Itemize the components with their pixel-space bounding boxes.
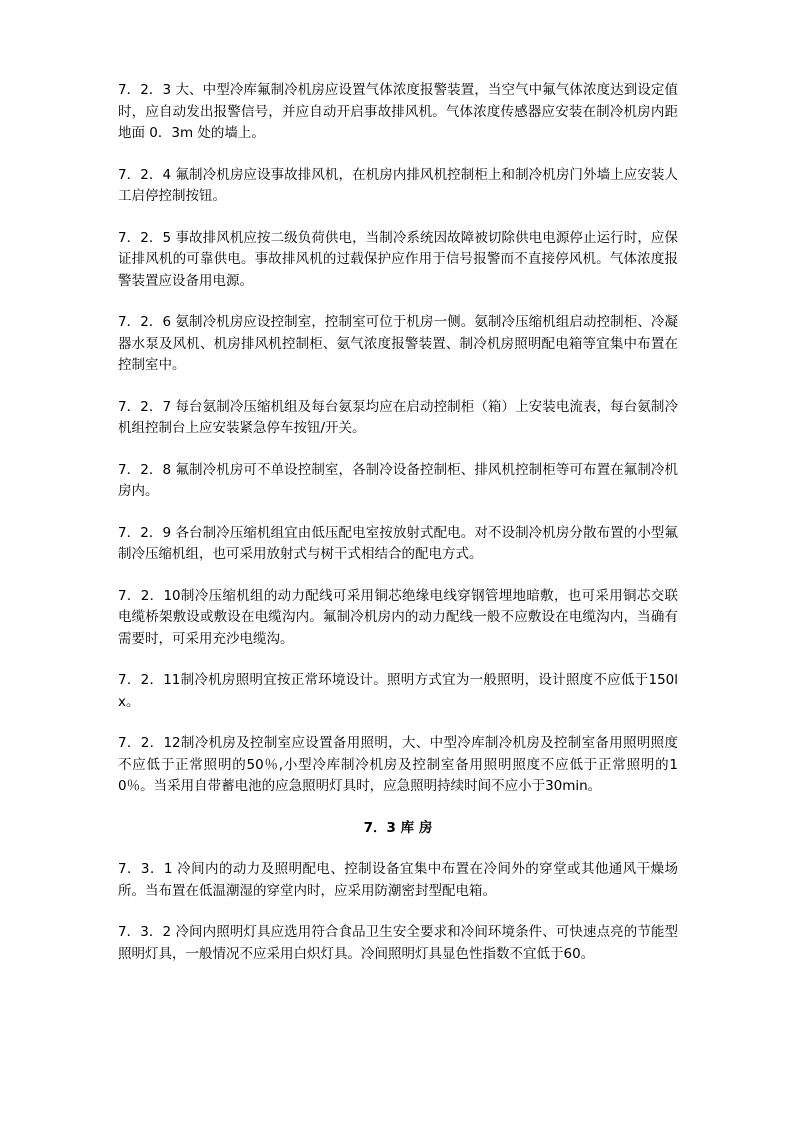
clause-7-2-10: 7．2．10制冷压缩机组的动力配线可采用铜芯绝缘电线穿钢管埋地暗敷，也可采用铜芯交联电缆桥架敷设或敷设在电缆沟内。氟制冷机房内的动力配线一般不应敷设在电缆沟内，当确有需要时，可采用充沙电缆沟。 (118, 587, 678, 647)
clause-7-2-6: 7．2．6 氨制冷机房应设控制室，控制室可位于机房一侧。氨制冷压缩机组启动控制柜、冷凝器水泵及风机、机房排风机控制柜、氨气浓度报警装置、制冷机房照明配电箱等宜集中布置在控制室中。 (118, 314, 678, 373)
clause-7-2-7: 7．2．7 每台氨制冷压缩机组及每台氨泵均应在启动控制柜（箱）上安装电流表，每台氨制冷机组控制台上应安装紧急停车按钮/开关。 (118, 398, 678, 436)
clause-7-3-1: 7．3．1 冷间内的动力及照明配电、控制设备宜集中布置在冷间外的穿堂或其他通风干燥场所。当布置在低温潮湿的穿堂内时，应采用防潮密封型配电箱。 (118, 861, 678, 899)
document-page (118, 80, 678, 985)
clause-7-2-11: 7．2．11制冷机房照明宜按正常环境设计。照明方式宜为一般照明，设计照度不应低于150lx。 (118, 672, 678, 710)
section-title: 7．3 库 房 (363, 819, 433, 836)
clause-7-2-8: 7．2．8 氟制冷机房可不单设控制室，各制冷设备控制柜、排风机控制柜等可布置在氟制冷机房内。 (118, 461, 678, 499)
clause-7-2-4: 7．2．4 氟制冷机房应设事故排风机，在机房内排风机控制柜上和制冷机房门外墙上应安装人工启停控制按钮。 (118, 166, 678, 204)
clause-7-2-3: 7．2．3 大、中型冷库氟制冷机房应设置气体浓度报警装置，当空气中氟气体浓度达到设定值时，应自动发出报警信号，并应自动开启事故排风机。气体浓度传感器应安装在制冷机房内距地面 0．3m 处的墙上。 (118, 82, 678, 141)
clause-7-2-5: 7．2．5 事故排风机应按二级负荷供电，当制冷系统因故障被切除供电电源停止运行时，应保证排风机的可靠供电。事故排风机的过载保护应作用于信号报警而不直接停风机。气体浓度报警装置应设备用电源。 (118, 229, 678, 289)
clause-7-2-9: 7．2．9 各台制冷压缩机组宜由低压配电室按放射式配电。对不设制冷机房分散布置的小型氟制冷压缩机组，也可采用放射式与树干式相结合的配电方式。 (118, 524, 678, 562)
clause-7-2-12: 7．2．12制冷机房及控制室应设置备用照明，大、中型冷库制冷机房及控制室备用照明照度不应低于正常照明的50％,小型冷库制冷机房及控制室备用照明照度不应低于正常照明的10％。当采用自带蓄电池的应急照明灯具时，应急照明持续时间不应小于30min。 (118, 735, 678, 794)
clause-7-3-2: 7．3．2 冷间内照明灯具应选用符合食品卫生安全要求和冷间环境条件、可快速点亮的节能型照明灯具，一般情况不应采用白炽灯具。冷间照明灯具显色性指数不宜低于60。 (118, 924, 678, 962)
